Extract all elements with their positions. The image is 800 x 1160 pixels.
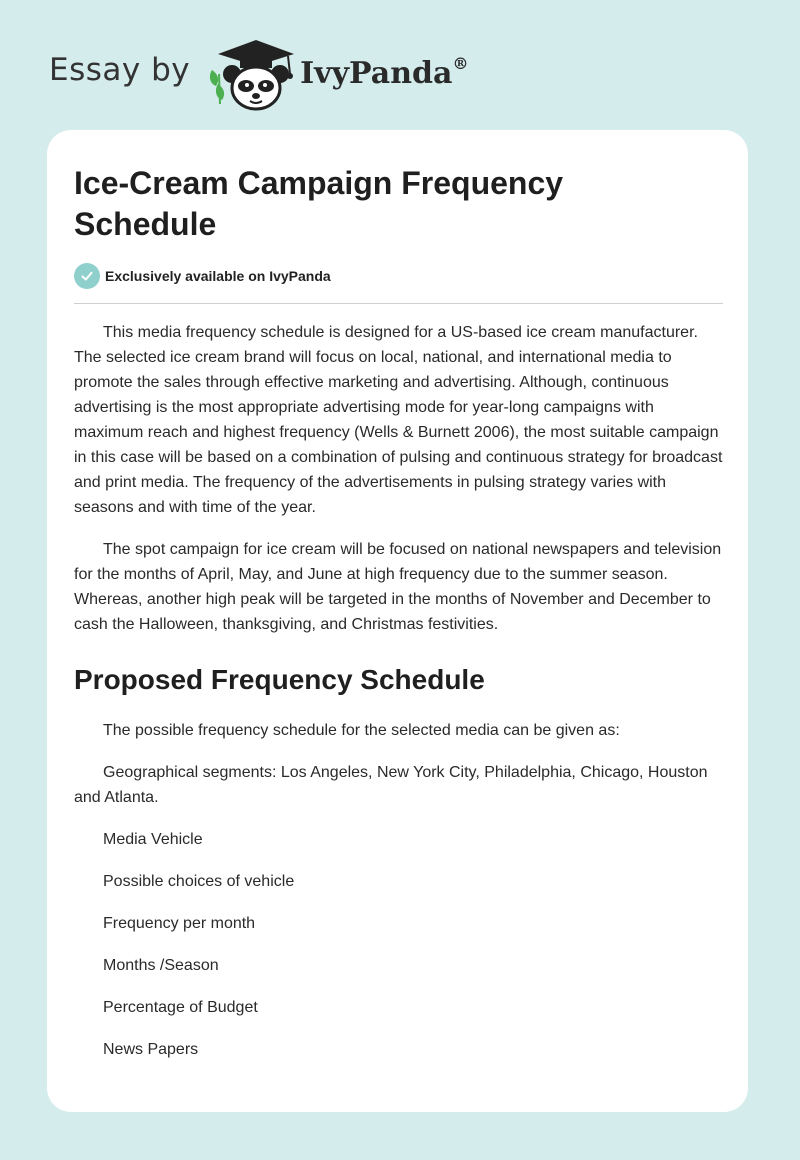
body-paragraph: The spot campaign for ice cream will be focused on national newspapers and television for the months of April, May, and June at high frequency due to the summer season. Whereas, another high peak will be targeted in the months of November and December to cash the Halloween, thanksgiving, and Christmas festivities. [74,541,722,633]
exclusive-label: Exclusively available on IvyPanda [105,268,331,284]
body-paragraph: Media Vehicle [103,831,203,848]
body-paragraph: Possible choices of vehicle [103,873,295,890]
body-paragraph: This media frequency schedule is designed for a US-based ice cream manufacturer. The selected ice cream brand will focus on local, national, and international media to promote the sales through effective marketing and advertising. Although, continuous advertising is the most appropriate advertising mode for year-long campaigns with maximum reach and highest frequency (Wells & Burnett 2006), the most suitable campaign in this case will be based on a combination of pulsing and continuous strategy for broadcast and print media. The frequency of the advertisements in pulsing strategy varies with seasons and with time of the year. [74,324,723,516]
brand-name[interactable] [300,53,469,91]
registered-mark: ® [452,53,469,73]
site-header [49,34,468,114]
body-paragraph: Geographical segments: Los Angeles, New York City, Philadelphia, Chicago, Houston and Atlanta. [74,764,708,806]
body-paragraph: Months /Season [103,957,219,974]
body-paragraph: The possible frequency schedule for the selected media can be given as: [103,722,620,739]
body-paragraph: Frequency per month [103,915,256,932]
exclusive-badge [74,263,331,289]
check-icon [74,263,100,289]
body-paragraph: Percentage of Budget [103,999,258,1016]
body-paragraph: News Papers [103,1041,199,1058]
essay-body [74,320,724,1079]
divider [74,303,723,304]
essay-card [47,130,748,1112]
section-heading: Proposed Frequency Schedule [74,664,485,695]
essay-by-label: Essay by [49,52,191,88]
page-title: Ice-Cream Campaign Frequency Schedule [74,165,564,242]
brand-name-text: IvyPanda [300,55,453,91]
panda-graduate-icon[interactable] [206,34,298,114]
